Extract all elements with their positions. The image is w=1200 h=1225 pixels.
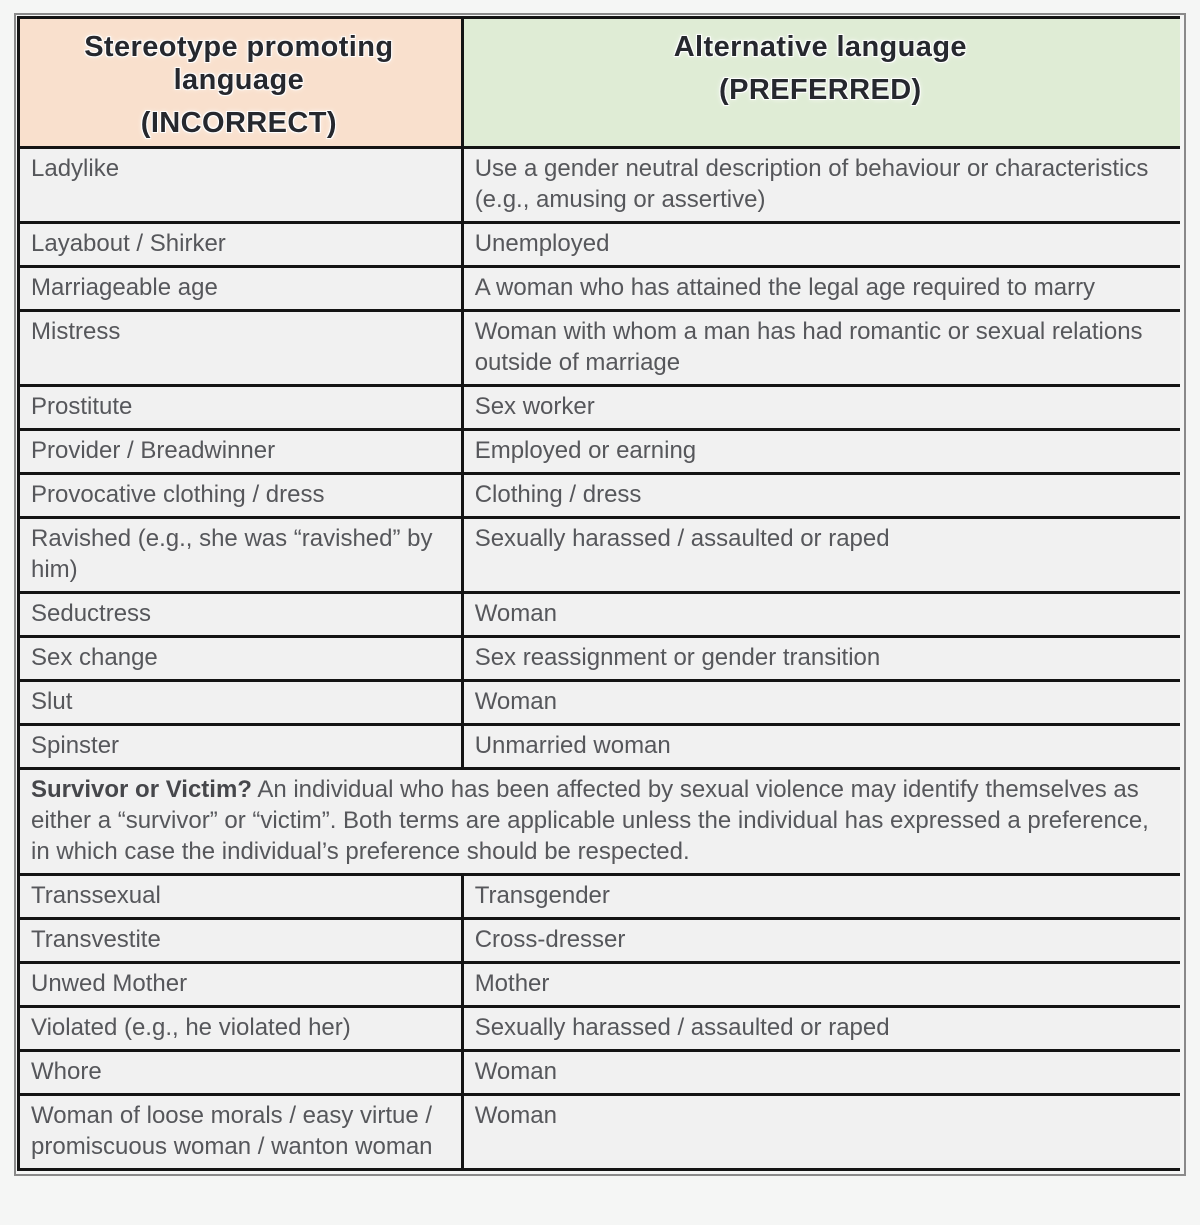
incorrect-term-cell: Provocative clothing / dress <box>19 474 463 518</box>
preferred-term-cell: Sexually harassed / assaulted or raped <box>462 518 1180 593</box>
preferred-term-cell: Transgender <box>462 875 1180 919</box>
table-row <box>19 223 1181 267</box>
incorrect-term-cell: Marriageable age <box>19 267 463 311</box>
table-row <box>19 769 1181 875</box>
incorrect-term-cell: Transsexual <box>19 875 463 919</box>
table-row <box>19 474 1181 518</box>
preferred-term-cell: A woman who has attained the legal age required to marry <box>462 267 1180 311</box>
incorrect-header-title: Stereotype promoting language <box>84 31 394 96</box>
table-header <box>19 18 1181 148</box>
table-row <box>19 1007 1181 1051</box>
preferred-header-tag: (PREFERRED) <box>719 74 922 106</box>
incorrect-term-cell: Violated (e.g., he violated her) <box>19 1007 463 1051</box>
incorrect-term-cell: Unwed Mother <box>19 963 463 1007</box>
preferred-term-cell: Woman <box>462 1051 1180 1095</box>
survivor-victim-note-cell <box>19 769 1181 875</box>
table-row <box>19 1095 1181 1170</box>
preferred-term-cell: Mother <box>462 963 1180 1007</box>
table-row <box>19 311 1181 386</box>
preferred-term-cell: Woman with whom a man has had romantic or sexual relations outside of marriage <box>462 311 1180 386</box>
preferred-term-cell: Employed or earning <box>462 430 1180 474</box>
table-row <box>19 725 1181 769</box>
preferred-term-cell: Unemployed <box>462 223 1180 267</box>
table-row <box>19 593 1181 637</box>
incorrect-header-cell <box>19 18 463 148</box>
incorrect-term-cell: Whore <box>19 1051 463 1095</box>
table-row <box>19 148 1181 223</box>
table-row <box>19 637 1181 681</box>
preferred-header-title: Alternative language <box>673 31 967 63</box>
incorrect-term-cell: Ladylike <box>19 148 463 223</box>
table-row <box>19 919 1181 963</box>
preferred-term-cell: Woman <box>462 1095 1180 1170</box>
preferred-header-cell <box>462 18 1180 148</box>
incorrect-term-cell: Slut <box>19 681 463 725</box>
incorrect-term-cell: Provider / Breadwinner <box>19 430 463 474</box>
preferred-term-cell: Sex reassignment or gender transition <box>462 637 1180 681</box>
incorrect-term-cell: Sex change <box>19 637 463 681</box>
note-bold-label: Survivor or Victim? <box>31 776 252 803</box>
language-guidance-table-frame <box>14 13 1186 1176</box>
table-row <box>19 1051 1181 1095</box>
note-text: An individual who has been affected by sexual violence may identify themselves as either a “survivor” or “victim”. Both terms are applicable unless the individual has expressed a preference, in which case the individual’s preference should be respected. <box>31 776 1149 865</box>
table-body <box>19 148 1181 1170</box>
preferred-term-cell: Clothing / dress <box>462 474 1180 518</box>
incorrect-term-cell: Woman of loose morals / easy virtue / promiscuous woman / wanton woman <box>19 1095 463 1170</box>
incorrect-term-cell: Seductress <box>19 593 463 637</box>
language-guidance-table <box>17 16 1180 1171</box>
incorrect-term-cell: Mistress <box>19 311 463 386</box>
incorrect-term-cell: Transvestite <box>19 919 463 963</box>
table-row <box>19 518 1181 593</box>
table-row <box>19 963 1181 1007</box>
table-row <box>19 875 1181 919</box>
header-row <box>19 18 1181 148</box>
incorrect-term-cell: Ravished (e.g., she was “ravished” by him) <box>19 518 463 593</box>
incorrect-header-tag: (INCORRECT) <box>140 107 337 139</box>
table-row <box>19 430 1181 474</box>
incorrect-term-cell: Prostitute <box>19 386 463 430</box>
incorrect-term-cell: Layabout / Shirker <box>19 223 463 267</box>
table-row <box>19 681 1181 725</box>
preferred-term-cell: Sexually harassed / assaulted or raped <box>462 1007 1180 1051</box>
incorrect-term-cell: Spinster <box>19 725 463 769</box>
preferred-term-cell: Woman <box>462 681 1180 725</box>
table-row <box>19 267 1181 311</box>
preferred-term-cell: Sex worker <box>462 386 1180 430</box>
preferred-term-cell: Woman <box>462 593 1180 637</box>
preferred-term-cell: Cross-dresser <box>462 919 1180 963</box>
table-row <box>19 386 1181 430</box>
preferred-term-cell: Use a gender neutral description of behaviour or characteristics (e.g., amusing or assertive) <box>462 148 1180 223</box>
preferred-term-cell: Unmarried woman <box>462 725 1180 769</box>
